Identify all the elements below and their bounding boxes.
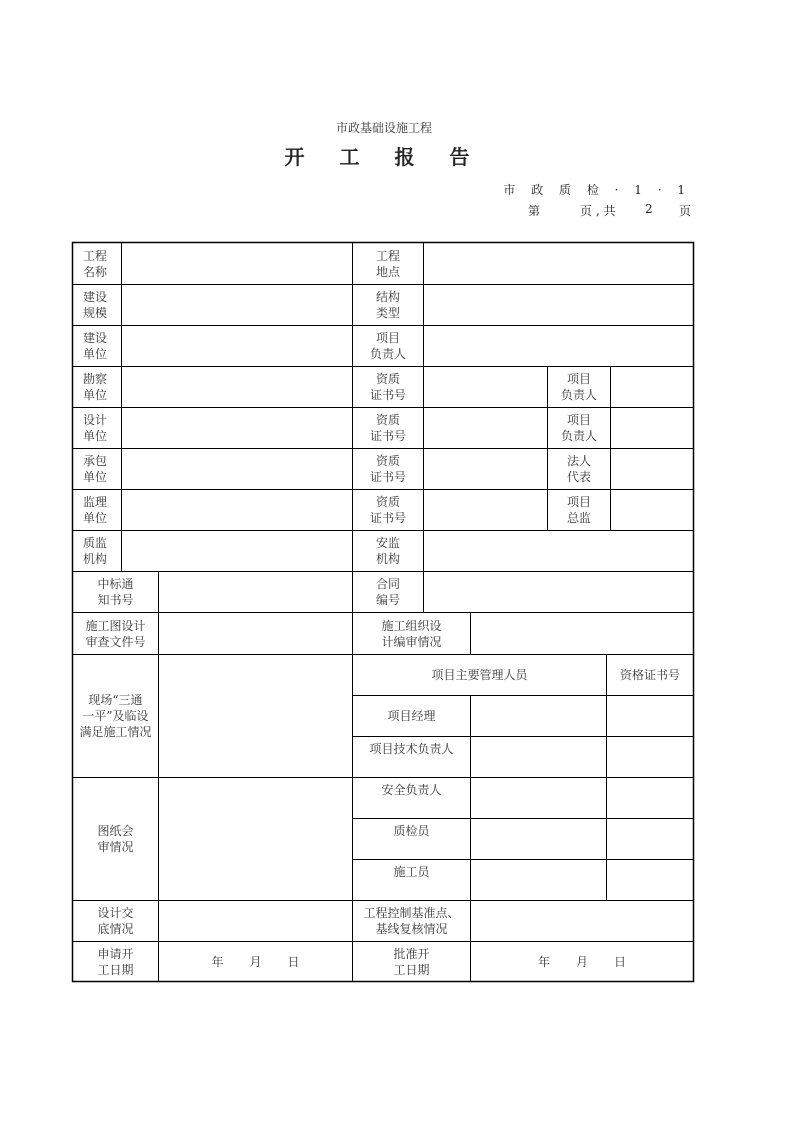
label-apply-date: 申请开 工日期 — [97, 947, 134, 977]
label-chief-supervisor: 项目 总监 — [566, 495, 591, 525]
label-supervision-unit: 监理 单位 — [83, 495, 108, 525]
label-survey-unit: 勘察 单位 — [83, 372, 108, 402]
label-project-leader: 项目 负责人 — [369, 331, 406, 361]
label-org-design-status: 施工组织设 计编审情况 — [381, 618, 442, 649]
label-legal-rep: 法人 代表 — [566, 454, 591, 484]
label-drawing-review-no: 施工图设计 审查文件号 — [85, 618, 146, 649]
field-drawing-review[interactable] — [159, 778, 352, 900]
label-safety-officer: 安全负责人 — [381, 783, 442, 797]
field-drawing-review-no[interactable] — [159, 613, 352, 654]
field-design-disclosure[interactable] — [159, 901, 352, 941]
approve-year-label: 年 — [537, 955, 550, 969]
field-project-location[interactable] — [424, 243, 693, 284]
label-control-points: 工程控制基准点、 基线复核情况 — [363, 906, 460, 936]
label-project-name: 工程 名称 — [83, 248, 108, 279]
label-bid-notice-no: 中标通 知书号 — [97, 577, 134, 607]
label-approve-date: 批准开 工日期 — [393, 947, 430, 977]
apply-year-label: 年 — [211, 955, 224, 969]
approve-day-label: 日 — [614, 955, 627, 969]
label-constructor: 施工员 — [393, 865, 430, 879]
label-project-manager: 项目经理 — [387, 709, 436, 723]
field-project-leader[interactable] — [424, 326, 693, 366]
form-code: 市 政 质 检 · 1 · 1 — [503, 183, 691, 197]
field-bid-notice-no[interactable] — [159, 572, 352, 612]
label-design-unit: 设计 单位 — [83, 413, 108, 443]
field-safety-officer-cert[interactable] — [607, 778, 693, 818]
field-contractor-unit[interactable] — [122, 449, 352, 489]
field-structure-type[interactable] — [424, 285, 693, 325]
header-key-staff: 项目主要管理人员 — [431, 668, 528, 682]
apply-day-label: 日 — [287, 955, 300, 969]
field-safety-officer[interactable] — [471, 778, 606, 818]
label-safety-agency: 安监 机构 — [375, 536, 400, 566]
field-build-unit[interactable] — [122, 326, 352, 366]
label-cert-no-design: 资质 证书号 — [369, 413, 406, 443]
field-supervision-unit[interactable] — [122, 490, 352, 530]
approve-month-label: 月 — [575, 955, 588, 969]
field-cert-no-survey[interactable] — [424, 367, 547, 407]
field-cert-no-contractor[interactable] — [424, 449, 547, 489]
label-build-scale: 建设 规模 — [83, 290, 108, 320]
label-structure-type: 结构 类型 — [375, 290, 400, 320]
field-contract-no[interactable] — [424, 572, 693, 612]
label-build-unit: 建设 单位 — [83, 331, 108, 361]
field-tech-leader[interactable] — [471, 737, 606, 777]
field-approve-date[interactable] — [471, 942, 693, 982]
label-quality-inspector: 质检员 — [393, 824, 430, 838]
page-total: 2 — [645, 202, 653, 216]
label-quality-agency: 质监 机构 — [83, 536, 108, 566]
page-suffix: 页 — [679, 204, 692, 218]
form-subtitle: 市政基础设施工程 — [335, 121, 432, 135]
label-contract-no: 合同 编号 — [375, 577, 400, 607]
field-constructor-cert[interactable] — [607, 860, 693, 900]
label-design-leader: 项目 负责人 — [560, 413, 597, 443]
field-cert-no-design[interactable] — [424, 408, 547, 448]
field-design-unit[interactable] — [122, 408, 352, 448]
page-mid: 页 , 共 — [580, 204, 616, 218]
label-project-location: 工程 地点 — [375, 248, 400, 279]
page-prefix: 第 — [528, 204, 541, 218]
field-org-design-status[interactable] — [471, 613, 693, 654]
field-project-manager[interactable] — [471, 696, 606, 736]
field-cert-no-supervision[interactable] — [424, 490, 547, 530]
label-site-status: 现场“三通 一平”及临设 满足施工情况 — [79, 693, 152, 739]
label-design-disclosure: 设计交 底情况 — [97, 906, 134, 936]
apply-month-label: 月 — [249, 955, 262, 969]
header-cert: 资格证书号 — [619, 668, 680, 682]
field-chief-supervisor[interactable] — [611, 490, 693, 530]
field-apply-date[interactable] — [159, 942, 352, 982]
field-quality-agency[interactable] — [122, 531, 352, 571]
field-legal-rep[interactable] — [611, 449, 693, 489]
label-cert-no-supervision: 资质 证书号 — [369, 495, 406, 525]
label-tech-leader: 项目技术负责人 — [369, 742, 454, 756]
field-control-points[interactable] — [471, 901, 693, 941]
label-survey-leader: 项目 负责人 — [560, 372, 597, 402]
field-safety-agency[interactable] — [424, 531, 693, 571]
label-cert-no-survey: 资质 证书号 — [369, 372, 406, 402]
label-drawing-review: 图纸会 审情况 — [97, 824, 134, 854]
label-contractor-unit: 承包 单位 — [83, 454, 108, 484]
field-quality-inspector-cert[interactable] — [607, 819, 693, 859]
field-survey-unit[interactable] — [122, 367, 352, 407]
field-site-status[interactable] — [159, 655, 352, 777]
field-tech-leader-cert[interactable] — [607, 737, 693, 777]
form-title: 开 工 报 告 — [284, 145, 484, 169]
field-quality-inspector[interactable] — [471, 819, 606, 859]
field-design-leader[interactable] — [611, 408, 693, 448]
field-survey-leader[interactable] — [611, 367, 693, 407]
field-project-name[interactable] — [122, 243, 352, 284]
field-constructor[interactable] — [471, 860, 606, 900]
field-project-manager-cert[interactable] — [607, 696, 693, 736]
field-build-scale[interactable] — [122, 285, 352, 325]
label-cert-no-contractor: 资质 证书号 — [369, 454, 406, 484]
